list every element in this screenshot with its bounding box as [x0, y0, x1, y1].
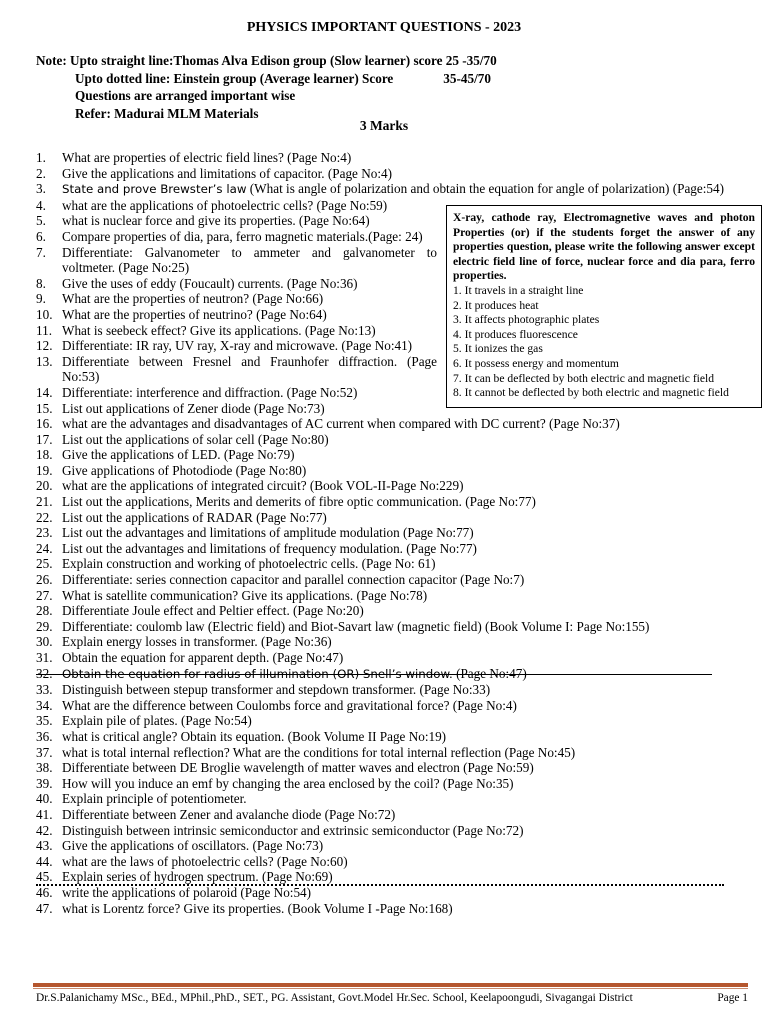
question-item	[36, 682, 746, 698]
question-text-highlight: Obtain the equation for radius of illumination (OR) Snell’s window.	[62, 666, 453, 681]
question-item	[36, 901, 746, 917]
question-text: What are properties of electric field lines? (Page No:4)	[62, 150, 352, 165]
slow-learner-divider	[36, 674, 712, 675]
question-number: 44.	[36, 853, 53, 869]
question-item	[36, 416, 746, 432]
question-number: 1.	[36, 150, 46, 165]
question-number: 36.	[36, 728, 53, 744]
question-number: 45.	[36, 869, 53, 885]
question-item	[36, 729, 746, 745]
question-item	[36, 619, 746, 635]
question-number: 12.	[36, 338, 53, 354]
question-number: 17.	[36, 431, 53, 447]
box-point: 7. It can be deflected by both electric and magnetic field	[453, 371, 715, 385]
question-number: 8.	[36, 275, 46, 291]
question-text: Differentiate between Fresnel and Fraunhofer diffraction. (Page No:53)	[62, 353, 437, 385]
question-text: Give the applications and limitations of capacitor. (Page No:4)	[62, 165, 392, 181]
question-item	[36, 603, 746, 619]
question-text: Compare properties of dia, para, ferro magnetic materials.(Page: 24)	[62, 228, 423, 244]
question-text: Obtain the equation for apparent depth. (Page No:47)	[62, 650, 344, 665]
question-text: write the applications of polaroid (Page No:54)	[62, 884, 312, 900]
question-text: What is seebeck effect? Give its applications. (Page No:13)	[62, 322, 376, 338]
question-number: 43.	[36, 838, 53, 854]
question-text: (What is angle of polarization and obtain the equation for angle of polarization) (Page:54)	[246, 181, 724, 197]
note-line-1: Note: Upto straight line:Thomas Alva Edison group (Slow learner) score 25 -35/70	[36, 53, 497, 68]
question-number: 26.	[36, 572, 53, 588]
box-heading: X-ray, cathode ray, Electromagnetive waves and photon Properties (or) if the students forget the answer of any properties question, please write the following answer except electric field line of force, nuclear force and dia para, ferro properties.	[453, 211, 755, 283]
question-text: What are the properties of neutron? (Page No:66)	[62, 291, 324, 307]
question-item	[36, 776, 746, 792]
question-text: What is satellite communication? Give its applications. (Page No:78)	[62, 587, 428, 603]
question-text: Explain construction and working of photoelectric cells. (Page No: 61)	[62, 556, 436, 572]
question-number: 33.	[36, 682, 53, 698]
question-item	[36, 791, 746, 807]
note-block	[36, 52, 497, 122]
question-text: Differentiate between Zener and avalanche diode (Page No:72)	[62, 806, 396, 822]
question-number: 47.	[36, 900, 53, 916]
question-text: List out the applications of RADAR (Page No:77)	[62, 509, 327, 525]
question-item	[36, 463, 746, 479]
question-text: Differentiate: series connection capacitor and parallel connection capacitor (Page No:7)	[62, 572, 525, 588]
question-number: 27.	[36, 587, 53, 603]
question-text: List out the applications of solar cell (Page No:80)	[62, 431, 329, 447]
question-text: Differentiate: Galvanometer to ammeter and galvanometer to voltmeter. (Page No:25)	[62, 244, 437, 276]
properties-note-box	[446, 205, 762, 408]
question-number: 3.	[36, 181, 46, 197]
page-number: Page 1	[717, 992, 748, 1004]
question-item	[36, 150, 746, 166]
question-number: 41.	[36, 806, 53, 822]
question-number: 7.	[36, 244, 46, 260]
question-number: 14.	[36, 384, 53, 400]
note-line-2-score: 35-45/70	[443, 70, 491, 86]
question-number: 13.	[36, 353, 53, 369]
question-item	[36, 869, 746, 885]
question-item	[36, 823, 746, 839]
question-number: 15.	[36, 400, 53, 416]
question-text: List out the applications, Merits and demerits of fibre optic communication. (Page No:77)	[62, 494, 536, 510]
question-text: Give the applications of oscillators. (Page No:73)	[62, 838, 324, 854]
page-title: PHYSICS IMPORTANT QUESTIONS - 2023	[246, 20, 522, 35]
question-text: Differentiate: IR ray, UV ray, X-ray and microwave. (Page No:41)	[62, 338, 413, 354]
question-number: 28.	[36, 603, 53, 619]
question-text: List out the advantages and limitations of amplitude modulation (Page No:77)	[62, 525, 474, 541]
note-line-3: Questions are arranged important wise	[75, 88, 296, 103]
question-text: Distinguish between intrinsic semiconductor and extrinsic semiconductor (Page No:72)	[62, 822, 524, 838]
question-text: what are the applications of photoelectric cells? (Page No:59)	[62, 197, 388, 213]
question-item	[36, 541, 746, 557]
question-number: 46.	[36, 884, 53, 900]
question-item	[36, 760, 746, 776]
box-point: 1. It travels in a straight line	[453, 283, 584, 297]
question-item	[36, 588, 746, 604]
question-number: 18.	[36, 447, 53, 463]
question-number: 4.	[36, 197, 46, 213]
question-number: 30.	[36, 634, 53, 650]
box-point: 8. It cannot be deflected by both electric and magnetic field	[453, 386, 729, 400]
question-text: Differentiate Joule effect and Peltier effect. (Page No:20)	[62, 603, 364, 619]
question-item	[36, 494, 746, 510]
question-item	[36, 745, 746, 761]
question-number: 34.	[36, 697, 53, 713]
question-text: Give the applications of LED. (Page No:79)	[62, 447, 295, 463]
question-number: 21.	[36, 494, 53, 510]
question-text: what is nuclear force and give its properties. (Page No:64)	[62, 213, 370, 229]
question-text: How will you induce an emf by changing the area enclosed by the coil? (Page No:35)	[62, 775, 514, 791]
question-text: List out applications of Zener diode (Page No:73)	[62, 400, 325, 416]
question-text: what is total internal reflection? What are the conditions for total internal reflection (Page No:45)	[62, 744, 576, 760]
question-number: 2.	[36, 165, 46, 181]
question-number: 19.	[36, 462, 53, 478]
question-number: 42.	[36, 822, 53, 838]
question-number: 22.	[36, 509, 53, 525]
question-item	[36, 634, 746, 650]
question-item	[36, 572, 746, 588]
question-number: 31.	[36, 650, 53, 665]
question-number: 37.	[36, 744, 53, 760]
question-item	[36, 525, 746, 541]
question-text: Differentiate: interference and diffraction. (Page No:52)	[62, 384, 358, 400]
question-item	[36, 181, 746, 198]
question-item	[36, 650, 746, 666]
page-footer	[36, 992, 748, 1004]
question-number: 5.	[36, 213, 46, 229]
question-number: 25.	[36, 556, 53, 572]
question-text: what are the applications of integrated circuit? (Book VOL-II-Page No:229)	[62, 478, 464, 494]
question-text: Give the uses of eddy (Foucault) currents. (Page No:36)	[62, 275, 358, 291]
question-text: List out the advantages and limitations of frequency modulation. (Page No:77)	[62, 540, 477, 556]
note-line-2	[36, 70, 497, 88]
question-number: 24.	[36, 540, 53, 556]
question-item	[36, 556, 746, 572]
footer-rule-thin	[33, 988, 748, 989]
question-item	[36, 432, 746, 448]
question-text: Give applications of Photodiode (Page No:80)	[62, 462, 307, 478]
question-text: what are the advantages and disadvantages of AC current when compared with DC current? (Page No:37)	[62, 416, 620, 432]
question-text: Differentiate between DE Broglie wavelength of matter waves and electron (Page No:59)	[62, 760, 534, 776]
question-item	[36, 885, 746, 901]
question-number: 9.	[36, 291, 46, 307]
question-text: Distinguish between stepup transformer and stepdown transformer. (Page No:33)	[62, 682, 491, 698]
question-text-highlight: State and prove Brewster’s law	[62, 182, 247, 197]
question-text: What are the properties of neutrino? (Page No:64)	[62, 306, 327, 322]
question-text: Differentiate: coulomb law (Electric field) and Biot-Savart law (magnetic field) (Book Volume I: Page No:155)	[62, 618, 650, 634]
question-item	[36, 510, 746, 526]
question-number: 23.	[36, 525, 53, 541]
question-text: (Page No:47)	[452, 665, 527, 681]
question-item	[36, 838, 746, 854]
question-number: 35.	[36, 713, 53, 729]
footer-author: Dr.S.Palanichamy MSc., BEd., MPhil.,PhD., SET., PG. Assistant, Govt.Model Hr.Sec. School, Keelapoongudi, Sivagangai District	[36, 992, 633, 1004]
question-text: What are the difference between Coulombs force and gravitational force? (Page No:4)	[62, 697, 517, 713]
question-item	[36, 807, 746, 823]
question-item	[36, 478, 746, 494]
note-line-4: Refer: Madurai MLM Materials	[75, 105, 259, 121]
question-item	[36, 447, 746, 463]
question-number: 20.	[36, 478, 53, 494]
question-text: Explain principle of potentiometer.	[62, 791, 247, 807]
question-item	[36, 698, 746, 714]
box-point: 6. It possess energy and momentum	[453, 356, 619, 370]
average-learner-divider	[36, 884, 724, 886]
question-text: what is Lorentz force? Give its properties. (Book Volume I -Page No:168)	[62, 900, 453, 916]
question-number: 40.	[36, 791, 53, 807]
box-point: 3. It affects photographic plates	[453, 313, 600, 327]
question-number: 11.	[36, 322, 52, 338]
question-number: 32.	[36, 665, 53, 681]
question-text: Explain series of hydrogen spectrum. (Page No:69)	[62, 869, 333, 885]
question-number: 38.	[36, 760, 53, 776]
question-text: Explain pile of plates. (Page No:54)	[62, 713, 252, 729]
question-item	[36, 166, 746, 182]
question-number: 29.	[36, 618, 53, 634]
question-number: 6.	[36, 228, 46, 244]
box-point: 4. It produces fluorescence	[453, 327, 578, 341]
footer-rule	[33, 983, 748, 987]
box-point: 5. It ionizes the gas	[453, 342, 543, 356]
box-point: 2. It produces heat	[453, 298, 539, 312]
question-number: 16.	[36, 416, 53, 432]
question-number: 10.	[36, 306, 53, 322]
question-item	[36, 854, 746, 870]
question-text: what are the laws of photoelectric cells? (Page No:60)	[62, 853, 348, 869]
question-number: 39.	[36, 775, 53, 791]
section-heading: 3 Marks	[359, 118, 409, 133]
question-text: what is critical angle? Obtain its equation. (Book Volume II Page No:19)	[62, 728, 447, 744]
note-line-2-text: Upto dotted line: Einstein group (Average learner) Score	[75, 70, 394, 86]
question-item	[36, 713, 746, 729]
question-text: Explain energy losses in transformer. (Page No:36)	[62, 634, 332, 650]
